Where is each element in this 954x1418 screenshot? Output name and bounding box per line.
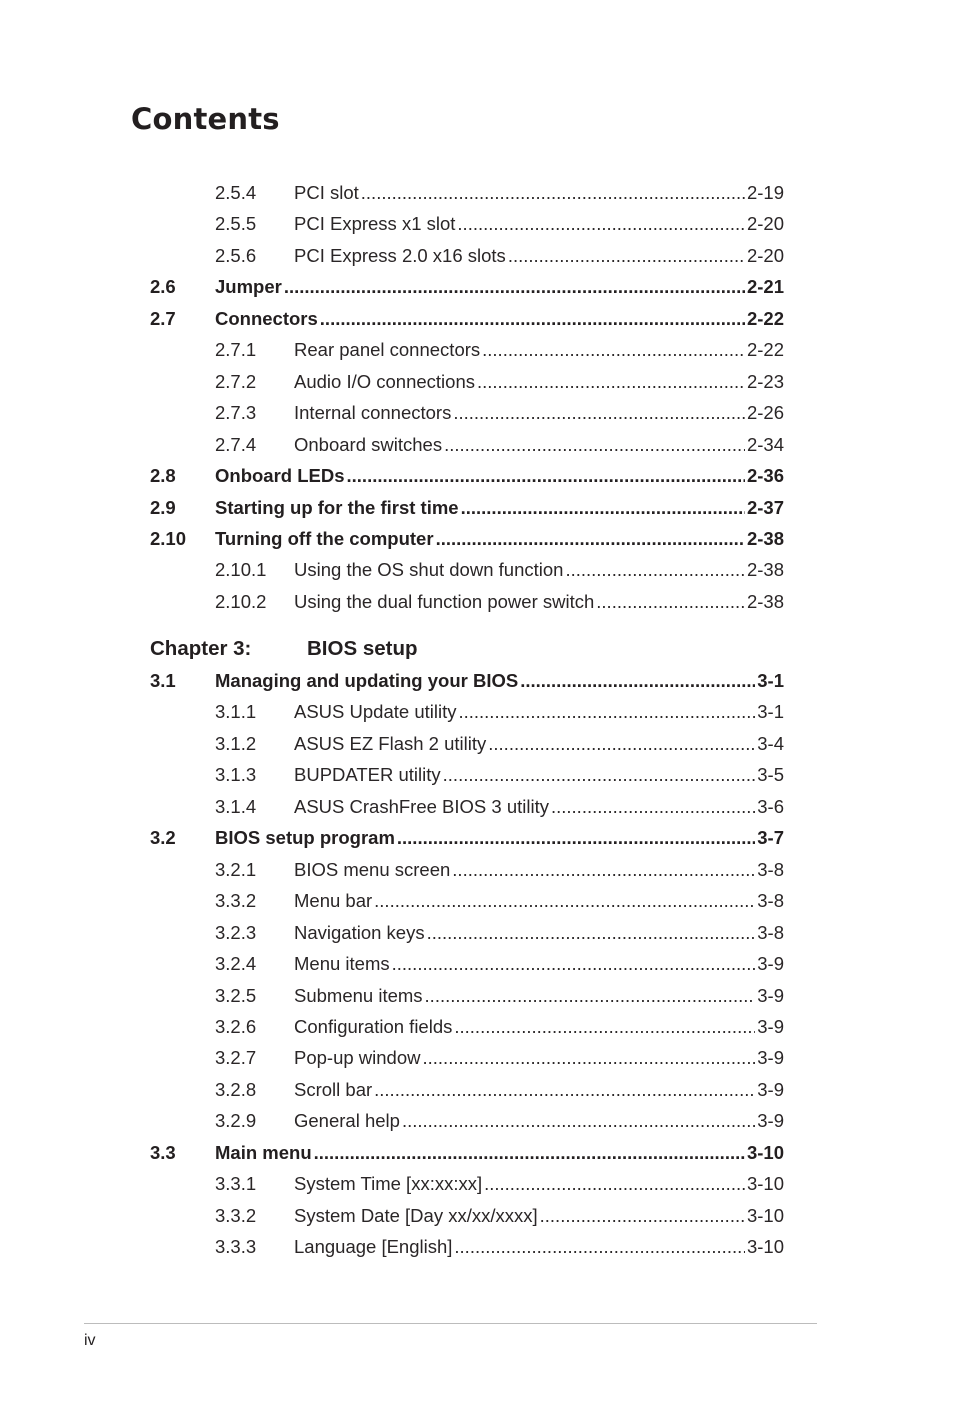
toc-entry-body [294, 1015, 784, 1039]
toc-entry-number: 3.2.6 [215, 1015, 257, 1037]
dot-leader [452, 858, 755, 882]
dot-leader [444, 433, 745, 457]
toc-subsection-entry [150, 763, 784, 787]
toc-entry-label: Using the dual function power switch [294, 590, 595, 612]
toc-entry-page: 3-9 [757, 953, 784, 975]
toc-subsection-entry [150, 590, 784, 614]
toc-section-entry [150, 669, 784, 693]
toc-entry-page: 2-26 [746, 402, 784, 424]
toc-entry-label: Submenu items [294, 984, 423, 1006]
toc-entry-body [294, 590, 784, 614]
toc-section-entry [150, 496, 784, 520]
toc-entry-body [294, 952, 784, 976]
toc-entry-label: ASUS CrashFree BIOS 3 utility [294, 795, 549, 817]
toc-entry-number: 3.3.3 [215, 1236, 257, 1258]
dot-leader [402, 1109, 755, 1133]
toc-entry-number: 2.5.6 [215, 244, 257, 266]
dot-leader [443, 763, 756, 787]
dot-leader [427, 921, 756, 945]
page-number: iv [84, 1332, 96, 1349]
toc-entry-page: 3-9 [757, 1078, 784, 1100]
toc-entry-body [294, 1172, 784, 1196]
dot-leader [551, 795, 755, 819]
toc-entry-page: 3-10 [746, 1173, 784, 1195]
toc-entry-label: Onboard switches [294, 433, 443, 455]
dot-leader [520, 669, 755, 693]
toc-entry-number: 3.3.2 [215, 1204, 257, 1226]
toc-entry-body [294, 1109, 784, 1133]
toc-entry-label: Rear panel connectors [294, 339, 481, 361]
toc-entry-label: Menu bar [294, 890, 373, 912]
dot-leader [540, 1204, 745, 1228]
toc-entry-body [215, 669, 784, 693]
toc-section-entry [150, 1141, 784, 1165]
toc-entry-label: BUPDATER utility [294, 764, 441, 786]
toc-entry-label: PCI Express 2.0 x16 slots [294, 244, 506, 266]
toc-entry-number: 2.7.3 [215, 402, 257, 424]
toc-subsection-entry [150, 401, 784, 425]
toc-entry-number: 3.1 [150, 670, 176, 691]
toc-entry-label: BIOS menu screen [294, 858, 451, 880]
toc-entry-number: 2.10.1 [215, 559, 267, 581]
toc-entry-page: 3-8 [757, 921, 784, 943]
toc-entry-label: Turning off the computer [215, 527, 434, 549]
toc-entry-label: Internal connectors [294, 402, 452, 424]
toc-entry-body [294, 732, 784, 756]
toc-entry-label: Starting up for the first time [215, 496, 459, 518]
toc-entry-body [294, 1204, 784, 1228]
toc-subsection-entry [150, 700, 784, 724]
toc-entry-page: 2-22 [746, 307, 784, 329]
toc-entry-number: 2.8 [150, 465, 176, 487]
toc-entry-body [294, 558, 784, 582]
toc-subsection-entry [150, 1046, 784, 1070]
toc-subsection-entry [150, 1078, 784, 1102]
toc-entry-body [294, 700, 784, 724]
dot-leader [458, 700, 755, 724]
dot-leader [482, 338, 745, 362]
toc-entry-page: 2-38 [746, 527, 784, 549]
dot-leader [596, 590, 745, 614]
toc-entry-body [294, 763, 784, 787]
toc-entry-page: 2-22 [746, 339, 784, 361]
toc-subsection-entry [150, 984, 784, 1008]
toc-entry-body [294, 889, 784, 913]
dot-leader [508, 244, 745, 268]
toc-entry-number: 2.9 [150, 496, 176, 518]
dot-leader [374, 889, 755, 913]
toc-entry-body [294, 212, 784, 236]
toc-entry-page: 2-38 [746, 559, 784, 581]
toc-entry-label: System Date [Day xx/xx/xxxx] [294, 1204, 538, 1226]
toc-subsection-entry [150, 1109, 784, 1133]
dot-leader [484, 1172, 745, 1196]
toc-entry-page: 3-8 [757, 890, 784, 912]
dot-leader [457, 212, 745, 236]
toc-section-entry [150, 275, 784, 299]
toc-subsection-entry [150, 181, 784, 205]
toc-entry-number: 2.5.4 [215, 182, 257, 203]
toc-entry-label: General help [294, 1110, 400, 1132]
toc-entry-page: 2-36 [746, 465, 784, 487]
dot-leader [284, 275, 745, 299]
dot-leader [453, 401, 745, 425]
toc-entry-body [215, 826, 784, 850]
chapter-number: Chapter 3: [150, 637, 252, 660]
toc-entry-number: 2.10.2 [215, 590, 267, 612]
toc-entry-body [215, 307, 784, 331]
toc-entry-label: Scroll bar [294, 1078, 373, 1100]
toc-entry-label: PCI slot [294, 182, 359, 203]
toc-entry-label: Managing and updating your BIOS [215, 670, 519, 691]
dot-leader [425, 984, 756, 1008]
toc-entry-page: 3-10 [746, 1236, 784, 1258]
toc-entry-page: 3-7 [757, 827, 784, 849]
toc-entry-page: 3-9 [757, 984, 784, 1006]
chapter-title: BIOS setup [307, 637, 418, 660]
toc-entry-body [294, 433, 784, 457]
toc-entry-body [294, 244, 784, 268]
dot-leader [565, 558, 745, 582]
toc-entry-page: 2-20 [746, 213, 784, 235]
toc-entry-number: 2.7.1 [215, 339, 257, 361]
chapter-heading [150, 636, 550, 662]
dot-leader [397, 826, 755, 850]
toc-subsection-entry [150, 952, 784, 976]
dot-leader [320, 307, 745, 331]
toc-section-entry [150, 307, 784, 331]
dot-leader [361, 181, 745, 205]
toc-entry-page: 2-20 [746, 244, 784, 266]
toc-entry-label: Main menu [215, 1141, 312, 1163]
toc-entry-number: 3.1.2 [215, 732, 257, 754]
toc-entry-page: 3-9 [757, 1015, 784, 1037]
toc-entry-number: 3.3 [150, 1141, 176, 1163]
toc-entry-number: 2.7.2 [215, 370, 257, 392]
dot-leader [461, 496, 745, 520]
toc-subsection-entry [150, 889, 784, 913]
toc-subsection-entry [150, 212, 784, 236]
toc-entry-body [215, 1141, 784, 1165]
dot-leader [374, 1078, 755, 1102]
toc-section-entry [150, 527, 784, 551]
toc-entry-number: 2.6 [150, 276, 176, 298]
toc-subsection-entry [150, 338, 784, 362]
toc-entry-page: 3-8 [757, 858, 784, 880]
toc-entry-body [215, 496, 784, 520]
dot-leader [488, 732, 755, 756]
toc-entry-page: 2-37 [746, 496, 784, 518]
toc-subsection-entry [150, 858, 784, 882]
toc-entry-page: 3-9 [757, 1110, 784, 1132]
toc-subsection-entry [150, 433, 784, 457]
dot-leader [454, 1015, 755, 1039]
toc-entry-label: Audio I/O connections [294, 370, 475, 392]
toc-entry-body [294, 984, 784, 1008]
toc-entry-body [294, 858, 784, 882]
toc-subsection-entry [150, 795, 784, 819]
toc-entry-page: 3-6 [757, 795, 784, 817]
toc-entry-label: ASUS Update utility [294, 701, 457, 723]
toc-entry-page: 3-5 [757, 764, 784, 786]
toc-subsection-entry [150, 244, 784, 268]
toc-entry-label: ASUS EZ Flash 2 utility [294, 732, 487, 754]
toc-entry-label: System Time [xx:xx:xx] [294, 1173, 483, 1195]
toc-entry-label: Connectors [215, 307, 318, 329]
dot-leader [314, 1141, 745, 1165]
toc-entry-number: 3.2.7 [215, 1047, 257, 1069]
toc-entry-body [294, 1046, 784, 1070]
toc-entry-label: Using the OS shut down function [294, 559, 564, 581]
toc-entry-body [294, 401, 784, 425]
toc-entry-label: Menu items [294, 953, 390, 975]
toc-entry-body [215, 464, 784, 488]
toc-entry-number: 3.3.1 [215, 1173, 257, 1195]
toc-entry-label: PCI Express x1 slot [294, 213, 456, 235]
toc-entry-page: 3-4 [757, 732, 784, 754]
toc-entry-number: 2.7.4 [215, 433, 257, 455]
footer-divider [84, 1323, 817, 1324]
toc-entry-body [215, 275, 784, 299]
toc-entry-number: 3.2.3 [215, 921, 257, 943]
toc-entry-page: 3-1 [757, 701, 784, 723]
toc-entry-page: 2-34 [746, 433, 784, 455]
toc-entry-number: 3.1.1 [215, 701, 257, 723]
toc-entry-number: 3.2.5 [215, 984, 257, 1006]
toc-subsection-entry [150, 370, 784, 394]
dot-leader [347, 464, 745, 488]
toc-subsection-entry [150, 1235, 784, 1259]
dot-leader [454, 1235, 745, 1259]
toc-entry-page: 3-9 [757, 1047, 784, 1069]
toc-section-entry [150, 464, 784, 488]
toc-entry-label: Onboard LEDs [215, 465, 345, 487]
toc-entry-page: 3-10 [746, 1204, 784, 1226]
toc-entry-page: 2-19 [746, 182, 784, 203]
toc-subsection-entry [150, 921, 784, 945]
toc-entry-label: Configuration fields [294, 1015, 453, 1037]
toc-entry-number: 3.2.8 [215, 1078, 257, 1100]
toc-subsection-entry [150, 732, 784, 756]
toc-entry-body [294, 795, 784, 819]
toc-entry-page: 2-21 [746, 276, 784, 298]
toc-section-entry [150, 826, 784, 850]
toc-entry-number: 3.3.2 [215, 890, 257, 912]
toc-entry-body [294, 1235, 784, 1259]
toc-entry-body [294, 1078, 784, 1102]
toc-entry-label: Language [English] [294, 1236, 453, 1258]
toc-entry-body [294, 181, 784, 205]
toc-entry-page: 3-10 [746, 1141, 784, 1163]
toc-entry-page: 3-1 [757, 670, 784, 691]
toc-entry-body [294, 370, 784, 394]
toc-entry-label: Pop-up window [294, 1047, 421, 1069]
toc-entry-number: 3.2.1 [215, 858, 257, 880]
dot-leader [392, 952, 756, 976]
toc-entry-number: 3.2 [150, 827, 176, 849]
toc-entry-label: Navigation keys [294, 921, 425, 943]
toc-entry-page: 2-38 [746, 590, 784, 612]
toc-subsection-entry [150, 1204, 784, 1228]
toc-entry-number: 3.1.4 [215, 795, 257, 817]
toc-entry-body [294, 921, 784, 945]
toc-entry-page: 2-23 [746, 370, 784, 392]
dot-leader [423, 1046, 756, 1070]
page-title: Contents [131, 102, 280, 136]
toc-entry-number: 2.7 [150, 307, 176, 329]
toc-subsection-entry [150, 558, 784, 582]
toc-entry-number: 3.2.4 [215, 953, 257, 975]
toc-entry-number: 2.10 [150, 527, 187, 549]
toc-entry-number: 3.2.9 [215, 1110, 257, 1132]
toc-entry-number: 2.5.5 [215, 213, 257, 235]
dot-leader [436, 527, 745, 551]
toc-entry-body [215, 527, 784, 551]
toc-entry-body [294, 338, 784, 362]
dot-leader [477, 370, 745, 394]
toc-entry-label: Jumper [215, 276, 282, 298]
toc-entry-number: 3.1.3 [215, 764, 257, 786]
toc-entry-label: BIOS setup program [215, 827, 395, 849]
toc-subsection-entry [150, 1172, 784, 1196]
toc-subsection-entry [150, 1015, 784, 1039]
